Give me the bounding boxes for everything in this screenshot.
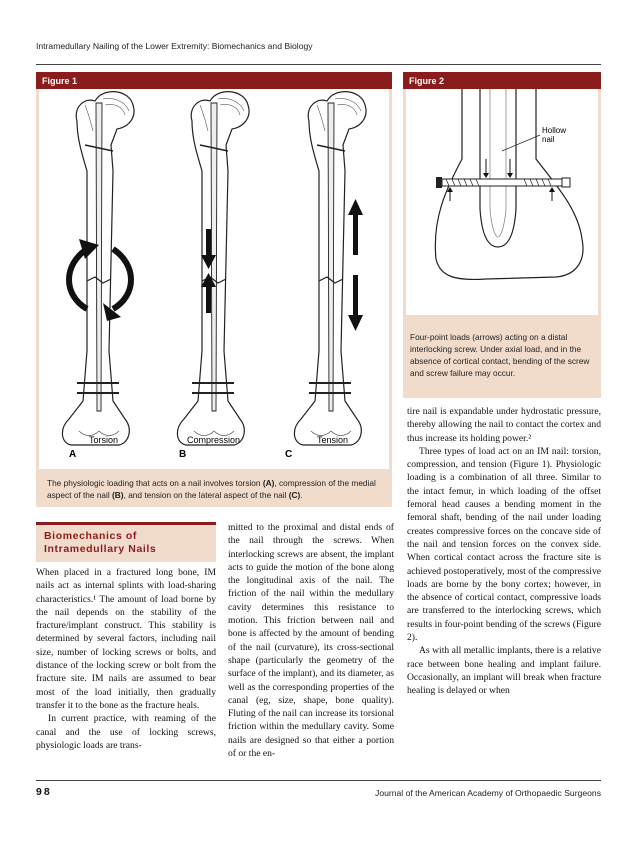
compression-arrow-top-shaft bbox=[206, 229, 211, 257]
panel-label-c: C bbox=[285, 449, 293, 460]
panel-title-torsion: Torsion bbox=[89, 435, 119, 445]
interlocking-screw bbox=[442, 179, 562, 186]
torsion-arrow-left bbox=[69, 249, 87, 309]
panel-label-a: A bbox=[69, 449, 77, 460]
femur-compression bbox=[177, 92, 249, 445]
hollow-nail bbox=[480, 89, 516, 247]
page-number: 98 bbox=[36, 786, 52, 798]
journal-name: Journal of the American Academy of Orthopaedic Surgeons bbox=[375, 788, 601, 798]
running-head: Intramedullary Nailing of the Lower Extremity: Biomechanics and Biology bbox=[36, 41, 313, 51]
panel-label-b: B bbox=[179, 449, 187, 460]
paragraph: As with all metallic implants, there is a relative race between bone healing and implant failure. Occasionally, an implant will break when fracture healing is delayed or when bbox=[407, 645, 601, 697]
figure2-label: Figure 2 bbox=[403, 72, 601, 89]
paragraph: tire nail is expandable under hydrostatic pressure, thereby allowing the nail to contact the cortex and thus increase its holding power.² bbox=[407, 406, 601, 444]
paragraph: When placed in a fractured long bone, IM nails act as internal splints with load-sharing characteristics.¹ The amount of load borne by the nail depends on the stability of the fracture/implant construct. This stability is determined by several factors, including nail size, number of locking screws or bolts, and distance of the locking screw or bolt from the fracture site. IM nails are assumed to bear most of the load initially, then gradually transfer it to the bone as the fracture heals. bbox=[36, 567, 216, 711]
figure2-caption: Four-point loads (arrows) acting on a distal interlocking screw. Under axial load, and in the absence of cortical contact, bending of the screw and screw failure may occur. bbox=[410, 332, 590, 378]
hollow-nail-callout-line2: nail bbox=[542, 135, 555, 144]
torsion-arrow-right bbox=[113, 249, 131, 309]
paragraph: mitted to the proximal and distal ends of the nail through the screws. When interlocking screws are absent, the implant acts to guide the motion of the bone along the longitudinal axis of the nail. The friction of the nail within the medullary cavity determines this resistance to motion. This friction between nail and bone is affected by the amount of bending of the nail (curvature), its cross-sectional shape (particularly the geometry of the surface of the implant), and its diameter, as well as the corresponding properties of the canal (eg, size, shape, bone quality). Fluting of the nail can increase its torsional friction within the medullary cavity. Some nails are designed so that either a portion of or the en- bbox=[228, 522, 394, 760]
tension-arrow-top-shaft bbox=[353, 215, 358, 255]
tension-arrowhead-top bbox=[348, 199, 363, 215]
panel-title-compression: Compression bbox=[187, 435, 241, 445]
paragraph: Three types of load act on an IM nail: torsion, compression, and tension (Figure 1). Physiologic loading is a combination of all three. Similar to the intact femur, in which loading of the offset femoral head causes a bending moment in the femoral shaft, bending of the nail under loading creates compressive forces on the concave side of the nail and tension forces on the convex side. When cortical contact across the fracture site is achieved postoperatively, most of the compressive loads are borne by the bony cortex; however, in the absence of cortical contact, compressive loads are transferred to the interlocking screws, which results in four-point bending of the screws (Figure 2). bbox=[407, 445, 601, 644]
femur-diagram bbox=[39, 89, 389, 469]
panel-title-tension: Tension bbox=[317, 435, 349, 445]
figure2-illustration bbox=[406, 89, 598, 315]
interlocking-screw-diagram bbox=[406, 89, 598, 315]
figure1-caption: The physiologic loading that acts on a nail involves torsion (A), compression of the medial aspect of the nail (B), and tension on the lateral aspect of the nail (C). bbox=[47, 478, 376, 500]
paragraph: In current practice, with reaming of the canal and the use of locking screws, physiologic loads are trans- bbox=[36, 713, 216, 751]
body-column-2 bbox=[228, 521, 394, 760]
figure1-illustration bbox=[39, 89, 389, 469]
tension-arrow-bottom-shaft bbox=[353, 275, 358, 315]
body-column-3 bbox=[407, 405, 601, 698]
section-heading: Biomechanics of Intramedullary Nails bbox=[36, 522, 216, 562]
footer-rule bbox=[36, 780, 601, 781]
figure1-label: Figure 1 bbox=[36, 72, 392, 89]
compression-arrow-bottom-shaft bbox=[206, 285, 211, 313]
femur-tension bbox=[294, 92, 366, 445]
tension-arrowhead-bottom bbox=[348, 315, 363, 331]
hollow-nail-callout-line1: Hollow bbox=[542, 126, 567, 135]
body-column-1 bbox=[36, 566, 216, 752]
header-rule bbox=[36, 64, 601, 65]
